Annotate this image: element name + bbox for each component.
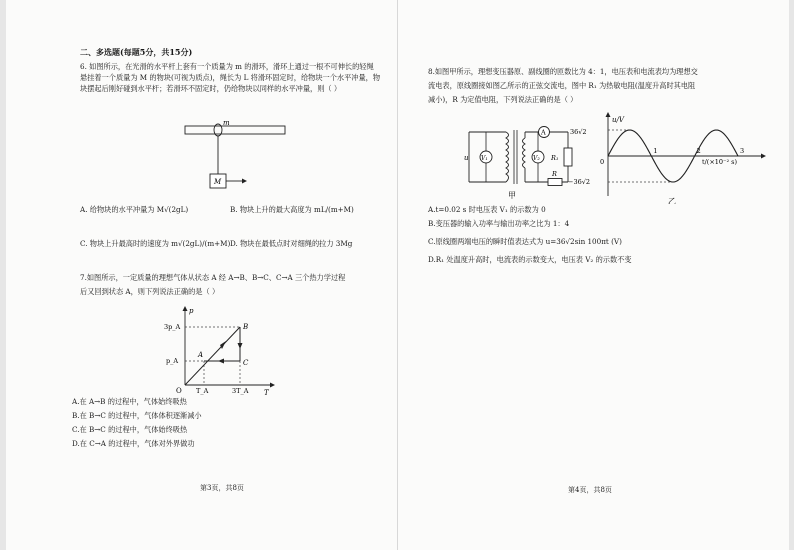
- waveform-caption: 乙: [668, 197, 676, 204]
- q8-option-d: D.R₁ 处温度升高时，电流表的示数变大，电压表 V₂ 的示数不变: [428, 255, 632, 264]
- scan-edge: [789, 0, 794, 550]
- page-footer: 第3页，共8页: [200, 484, 244, 492]
- q8-option-a: A.t=0.02 s 时电压表 V₁ 的示数为 0: [428, 205, 546, 214]
- wave-u-axis-arrow: [606, 112, 611, 117]
- q6-option-a: A. 给物块的水平冲量为 M√(2gL): [80, 205, 189, 214]
- wave-y-pos-tick: 36√2: [570, 128, 587, 136]
- resistor-r: [548, 179, 562, 186]
- process-ca-arrow: [218, 359, 224, 364]
- q7-option-a: A.在 A→B 的过程中，气体始终吸热: [72, 397, 187, 406]
- wave-x-tick-2: 2: [696, 147, 701, 155]
- q8-option-c: C.原线圈两端电压的瞬时值表达式为 u=36√2sin 100πt (V): [428, 237, 622, 246]
- point-a-label: A: [198, 351, 204, 359]
- process-ab: [185, 327, 240, 385]
- question-8-stem-line2: 流电表，原线圈接如图乙所示的正弦交流电，图中 R₁ 为热敏电阻(温度升高时其电阻: [428, 81, 696, 90]
- section-heading: 二、多选题(每题5分，共15分): [80, 47, 193, 57]
- y-tick-3pa: 3p_A: [164, 323, 181, 331]
- question-6-stem: 6. 如图所示，在光滑的水平杆上套有一个质量为 m 的滑环，滑环上通过一根不可伸长的轻绳悬挂着一个质量为 M 的物块(可视为质点)，绳长为 L 将滑环固定时，给物块一个水平冲量，物块摆起后刚好碰到水平杆；若滑环不固定时，仍给物块以同样的水平冲量，则（ ）: [80, 62, 381, 93]
- q6-option-b: B. 物块上升的最大高度为 mL/(m+M): [230, 205, 354, 214]
- question-8-stem-line1: 8.如图甲所示，理想变压器原、副线圈的匝数比为 4：1，电压表和电流表均为理想交: [428, 67, 698, 76]
- circuit-caption: 甲: [508, 191, 516, 200]
- x-tick-3ta: 3T_A: [232, 387, 249, 395]
- wave-x-label: t/(×10⁻² s): [702, 158, 738, 166]
- r1-label: R₁: [551, 154, 559, 162]
- question-8-stem-line3: 减小)，R 为定值电阻，下列说法正确的是（ ）: [428, 95, 578, 104]
- point-b-label: B: [243, 323, 249, 331]
- wave-y-label: u/V: [612, 116, 624, 124]
- wave-origin: 0: [600, 158, 605, 166]
- impulse-arrowhead: [242, 179, 247, 184]
- circuit-diagram: [464, 124, 579, 202]
- ring-label: m: [223, 119, 230, 127]
- p-axis-arrow: [183, 306, 188, 311]
- wave-x-tick-3: 3: [740, 147, 745, 155]
- question-7-pt-graph: [160, 305, 280, 395]
- question-6-figure: [180, 118, 290, 193]
- p-axis-label: p: [189, 307, 194, 315]
- secondary-coil: [523, 138, 526, 168]
- q6-option-c: C. 物块上升最高时的速度为 m√(2gL)/(m+M): [80, 239, 231, 248]
- block-label: M: [214, 178, 222, 186]
- r-label: R: [552, 170, 557, 178]
- t-axis-arrow: [270, 383, 275, 388]
- v2-label: V₂: [533, 155, 540, 162]
- ammeter-label: A: [541, 128, 546, 137]
- question-7-stem-line1: 7.如图所示，一定质量的理想气体从状态 A 经 A→B、B→C、C→A 三个热力学过程: [80, 273, 346, 282]
- scan-edge: [0, 0, 6, 550]
- horizontal-rod: [185, 126, 285, 134]
- wave-y-neg-tick: −36√2: [568, 178, 590, 186]
- q7-option-d: D.在 C→A 的过程中，气体对外界做功: [72, 439, 195, 448]
- process-bc-arrow: [238, 343, 243, 349]
- q7-option-b: B.在 B→C 的过程中，气体体积逐渐减小: [72, 411, 202, 420]
- origin-label: O: [176, 387, 182, 395]
- page-footer: 第4页，共8页: [568, 486, 612, 494]
- source-u-label: u: [464, 154, 469, 162]
- wave-x-tick-1: 1: [653, 147, 658, 155]
- q6-option-d: D. 物块在最低点时对细绳的拉力 3Mg: [230, 239, 353, 248]
- primary-coil: [506, 132, 509, 182]
- waveform-chart: [568, 112, 768, 204]
- wave-t-axis-arrow: [761, 154, 766, 159]
- right-page: [397, 0, 794, 550]
- q7-option-c: C.在 B→C 的过程中，气体始终吸热: [72, 425, 188, 434]
- question-7-stem-line2: 后又回到状态 A，则下列说法正确的是（ ）: [80, 287, 220, 296]
- q8-option-b: B.变压器的输入功率与输出功率之比为 1：4: [428, 219, 570, 228]
- x-tick-ta: T_A: [196, 387, 209, 395]
- v1-label: V₁: [481, 155, 488, 162]
- y-tick-pa: p_A: [166, 357, 179, 365]
- t-axis-label: T: [264, 389, 269, 395]
- point-c-label: C: [243, 359, 249, 367]
